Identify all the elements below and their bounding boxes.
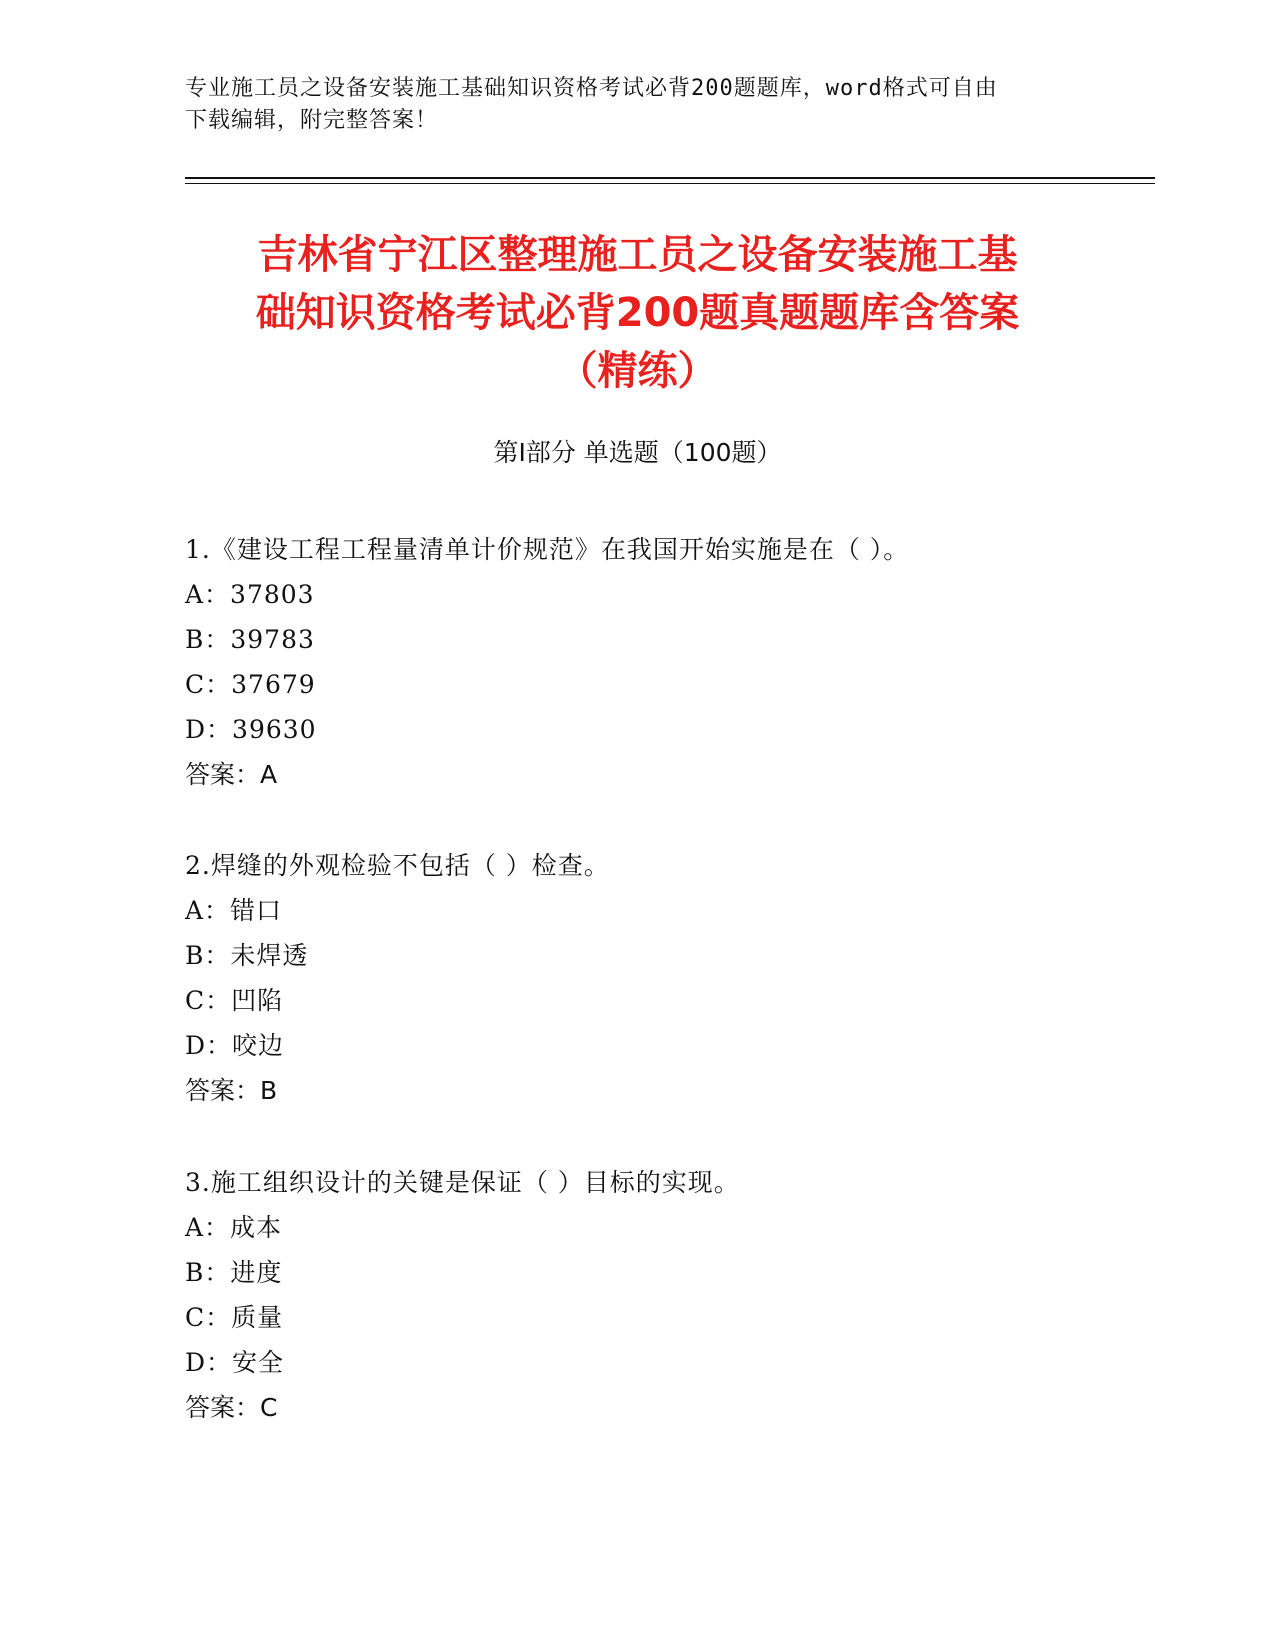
option-b: B：未焊透 xyxy=(185,941,309,970)
option-d: D：安全 xyxy=(185,1348,285,1377)
intro-line-2: 下载编辑，附完整答案！ xyxy=(185,108,439,133)
question-2 xyxy=(185,843,1105,1113)
option-c: C：质量 xyxy=(185,1303,284,1332)
option-c: C：凹陷 xyxy=(185,986,284,1015)
title-line-1: 吉林省宁江区整理施工员之设备安装施工基 xyxy=(257,232,1018,278)
answer-text: 答案：C xyxy=(185,1393,278,1422)
option-c: C：37679 xyxy=(185,670,316,699)
question-text: 1.《建设工程工程量清单计价规范》在我国开始实施是在（ ）。 xyxy=(185,535,910,564)
title-line-2: 础知识资格考试必背200题真题题库含答案 xyxy=(255,290,1020,336)
intro-line-1: 专业施工员之设备安装施工基础知识资格考试必背200题题库，word格式可自由 xyxy=(185,76,998,101)
intro-text xyxy=(185,73,1085,137)
header-rule-thick xyxy=(185,177,1155,179)
option-a: A：成本 xyxy=(185,1213,283,1242)
section-heading: 第Ⅰ部分 单选题（100题） xyxy=(493,438,782,467)
title-line-3: （精练） xyxy=(557,348,718,394)
question-3 xyxy=(185,1160,1105,1430)
option-d: D：39630 xyxy=(185,715,317,744)
option-b: B：39783 xyxy=(185,625,315,654)
question-text: 2.焊缝的外观检验不包括（ ）检查。 xyxy=(185,851,610,880)
question-1 xyxy=(185,527,1105,797)
header-rule-thin xyxy=(185,183,1155,184)
answer-text: 答案：B xyxy=(185,1076,278,1105)
option-a: A：错口 xyxy=(185,896,283,925)
document-title xyxy=(185,226,1090,400)
option-a: A：37803 xyxy=(185,580,315,609)
question-text: 3.施工组织设计的关键是保证（ ）目标的实现。 xyxy=(185,1168,740,1197)
option-b: B：进度 xyxy=(185,1258,283,1287)
option-d: D：咬边 xyxy=(185,1031,285,1060)
answer-text: 答案：A xyxy=(185,760,278,789)
